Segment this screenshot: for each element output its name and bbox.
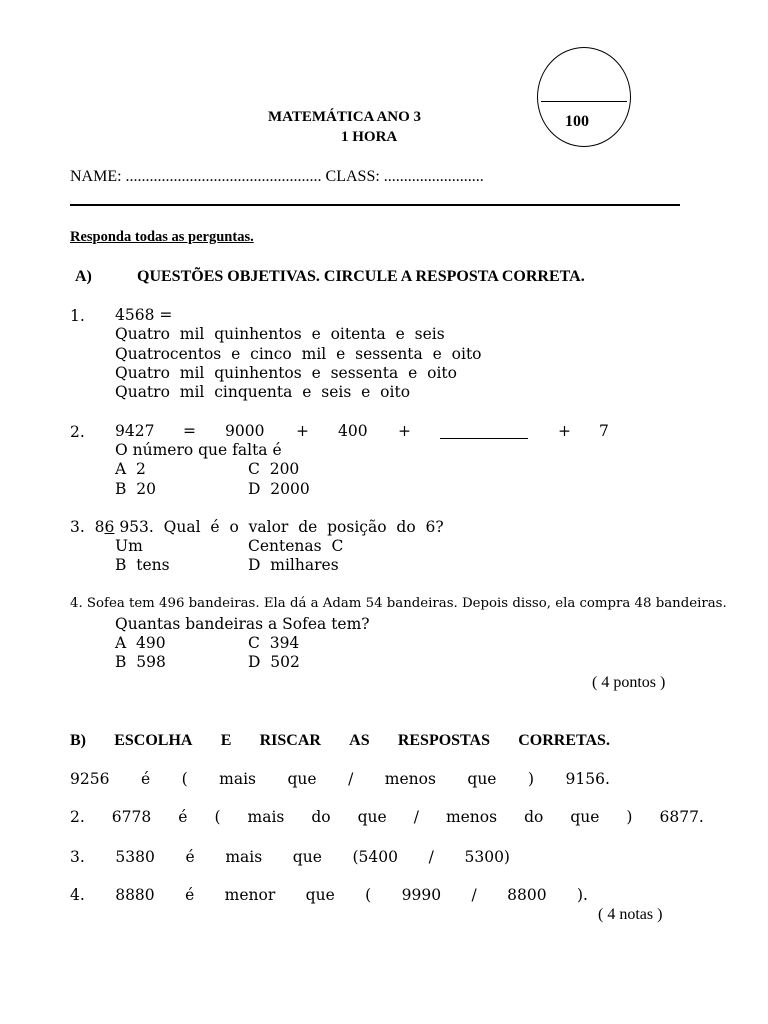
statement-token: que bbox=[287, 770, 317, 788]
q2-eq-term: + bbox=[398, 422, 411, 440]
statement-token: ) bbox=[527, 770, 535, 788]
section-b-row-3 bbox=[70, 848, 510, 866]
statement-token: 9256 bbox=[70, 770, 110, 788]
name-class-line: NAME: ................................................. CLASS: ......................... bbox=[70, 168, 484, 185]
section-a-title: QUESTÕES OBJETIVAS. CIRCULE A RESPOSTA CORRETA. bbox=[137, 268, 585, 285]
q2-option-b: B 20 bbox=[115, 480, 156, 498]
statement-token: é bbox=[185, 886, 195, 904]
exam-title: MATEMÁTICA ANO 3 bbox=[268, 109, 422, 125]
section-b-row-4 bbox=[70, 886, 588, 904]
statement-token: 9990 bbox=[401, 886, 442, 904]
q4-option-d: D 502 bbox=[248, 653, 300, 671]
statement-token: ) bbox=[626, 808, 633, 826]
statement-token: do bbox=[311, 808, 331, 826]
q2-option-d: D 2000 bbox=[248, 480, 310, 498]
statement-token: RESPOSTAS bbox=[397, 732, 490, 749]
q3-option: D milhares bbox=[248, 556, 339, 574]
q3-option: Um bbox=[115, 537, 143, 555]
q1-number: 1. bbox=[70, 307, 85, 325]
statement-token: / bbox=[348, 770, 354, 788]
statement-token: B) bbox=[70, 732, 86, 749]
statement-token: ( bbox=[365, 886, 372, 904]
q3-option: B tens bbox=[115, 556, 170, 574]
statement-token: que bbox=[292, 848, 322, 866]
statement-token: / bbox=[471, 886, 477, 904]
statement-token: é bbox=[178, 808, 188, 826]
q2-blank bbox=[440, 424, 528, 443]
q2-eq-term: + bbox=[296, 422, 309, 440]
q2-eq-term: 9000 bbox=[225, 422, 265, 440]
statement-token: ( bbox=[214, 808, 221, 826]
instruction: Responda todas as perguntas. bbox=[70, 229, 254, 245]
score-circle bbox=[537, 47, 631, 147]
q1-option: Quatro mil quinhentos e sessenta e oito bbox=[115, 364, 457, 382]
statement-token: 9156. bbox=[565, 770, 610, 788]
q2-eq-term: + bbox=[558, 422, 571, 440]
statement-token: que bbox=[570, 808, 600, 826]
section-b-title bbox=[70, 732, 610, 750]
statement-token: que bbox=[467, 770, 497, 788]
section-b-row-2 bbox=[70, 808, 704, 826]
statement-token: 3. bbox=[70, 848, 85, 866]
statement-token: 6778 bbox=[111, 808, 152, 826]
statement-token: que bbox=[305, 886, 335, 904]
statement-token: do bbox=[524, 808, 544, 826]
statement-token: 5300) bbox=[464, 848, 510, 866]
q4-stem: 4. Sofea tem 496 bandeiras. Ela dá a Adam 54 bandeiras. Depois disso, ela compra 48 bandeiras. bbox=[70, 596, 727, 611]
q2-prompt: O número que falta é bbox=[115, 441, 282, 459]
score-divider bbox=[541, 101, 627, 102]
statement-token: menos bbox=[445, 808, 498, 826]
q4-option-c: C 394 bbox=[248, 634, 300, 652]
q1-option: Quatro mil cinquenta e seis e oito bbox=[115, 383, 411, 401]
statement-token: ( bbox=[181, 770, 188, 788]
exam-duration: 1 HORA bbox=[341, 129, 398, 145]
statement-token: ESCOLHA bbox=[114, 732, 193, 749]
q4-option-b: B 598 bbox=[115, 653, 166, 671]
statement-token: E bbox=[220, 732, 232, 749]
statement-token: mais bbox=[219, 770, 257, 788]
statement-token: 8800 bbox=[507, 886, 547, 904]
statement-token: menos bbox=[384, 770, 436, 788]
statement-token: ). bbox=[576, 886, 588, 904]
q2-option-a: A 2 bbox=[115, 460, 146, 478]
q2-option-c: C 200 bbox=[248, 460, 300, 478]
statement-token: / bbox=[428, 848, 434, 866]
statement-token: que bbox=[357, 808, 387, 826]
q3-option: Centenas C bbox=[248, 537, 344, 555]
section-a-label: A) bbox=[75, 268, 92, 285]
q3-stem: 3. 86 953. Qual é o valor de posição do 6? bbox=[70, 518, 444, 536]
statement-token: 5380 bbox=[115, 848, 155, 866]
statement-token: mais bbox=[247, 808, 285, 826]
statement-token: (5400 bbox=[352, 848, 398, 866]
q2-eq-term: = bbox=[183, 422, 196, 440]
statement-token: AS bbox=[349, 732, 370, 749]
statement-token: RISCAR bbox=[259, 732, 321, 749]
statement-token: 8880 bbox=[115, 886, 155, 904]
statement-token: é bbox=[185, 848, 195, 866]
q2-eq-term: 9427 bbox=[115, 422, 155, 440]
statement-token: mais bbox=[225, 848, 263, 866]
header-rule bbox=[70, 204, 680, 206]
statement-token: / bbox=[413, 808, 419, 826]
statement-token: é bbox=[140, 770, 151, 788]
score-total: 100 bbox=[565, 113, 589, 130]
section-b-points: ( 4 notas ) bbox=[598, 906, 663, 923]
q1-option: Quatro mil quinhentos e oitenta e seis bbox=[115, 325, 445, 343]
q1-option: Quatrocentos e cinco mil e sessenta e oito bbox=[115, 345, 482, 363]
statement-token: CORRETAS. bbox=[518, 732, 610, 749]
q2-number: 2. bbox=[70, 423, 85, 441]
q4-option-a: A 490 bbox=[115, 634, 166, 652]
q2-eq-term: 400 bbox=[338, 422, 368, 440]
statement-token: menor bbox=[224, 886, 276, 904]
section-b-row-1 bbox=[70, 770, 610, 788]
q4-question: Quantas bandeiras a Sofea tem? bbox=[115, 615, 370, 633]
statement-token: 4. bbox=[70, 886, 85, 904]
section-a-points: ( 4 pontos ) bbox=[592, 674, 666, 691]
q2-eq-term: 7 bbox=[599, 422, 609, 440]
statement-token: 6877. bbox=[659, 808, 704, 826]
q1-stem: 4568 = bbox=[115, 306, 173, 324]
statement-token: 2. bbox=[70, 808, 85, 826]
